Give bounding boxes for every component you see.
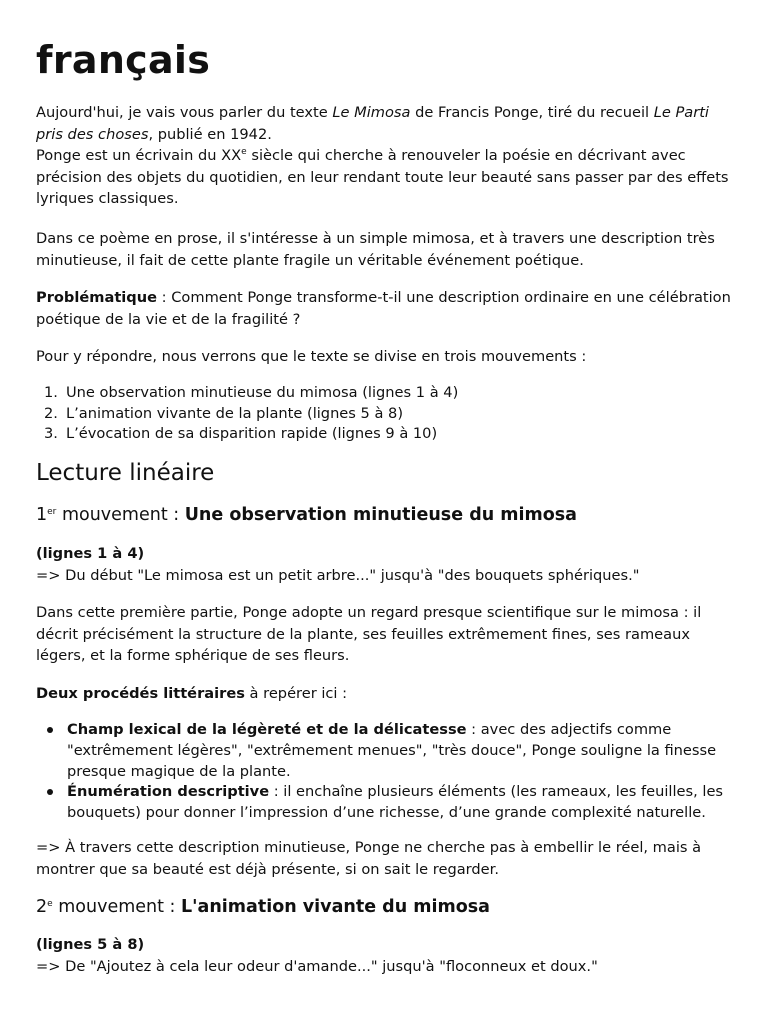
plan-item-3: L’évocation de sa disparition rapide (lignes 9 à 10): [66, 425, 438, 442]
author-text-a: Ponge est un écrivain du XX: [36, 147, 242, 164]
device-name: Champ lexical de la légèreté et de la délicatesse: [67, 721, 467, 738]
movement-2-heading: 2e mouvement : L'animation vivante du mimosa: [36, 897, 490, 917]
movement-1-heading: 1er mouvement : Une observation minutieuse du mimosa: [36, 505, 577, 525]
plan-item-1: Une observation minutieuse du mimosa (lignes 1 à 4): [66, 384, 459, 401]
plan-intro: Pour y répondre, nous verrons que le texte se divise en trois mouvements :: [36, 348, 587, 365]
movement-2-ref: [36, 934, 736, 977]
collection-title: Le Parti pris des choses: [36, 104, 709, 143]
work-title: Le Mimosa: [332, 104, 411, 121]
intro-text-a: Aujourd'hui, je vais vous parler du texte: [36, 104, 333, 121]
author-text-b: siècle qui cherche à renouveler la poésie en décrivant avec précision des objets du quotidien, en leur rendant toute leur beauté sans passer par des effets lyriques classiques.: [36, 147, 729, 207]
list-item: 1. Une observation minutieuse du mimosa (lignes 1 à 4): [44, 384, 459, 401]
devices-intro: Deux procédés littéraires à repérer ici :: [36, 685, 348, 702]
devices-label: Deux procédés littéraires: [36, 685, 245, 702]
list-item: 2. L’animation vivante de la plante (lignes 5 à 8): [44, 404, 404, 422]
movement-1-title: Une observation minutieuse du mimosa: [184, 505, 577, 525]
plan-item-2: L’animation vivante de la plante (lignes 5 à 8): [66, 404, 404, 422]
list-item: Énumération descriptive : il enchaîne plusieurs éléments (les rameaux, les feuilles, les bouquets) pour donner l’impression d’une richesse, d’une grande complexité naturelle.: [36, 782, 736, 824]
movement-2-quote: => De "Ajoutez à cela leur odeur d'amande..." jusqu'à "floconneux et doux.": [36, 957, 598, 975]
bullet-icon: [47, 727, 53, 733]
movement-1-conclusion: => À travers cette description minutieuse, Ponge ne cherche pas à embellir le réel, mais à montrer que sa beauté est déjà présente, si on sait le regarder.: [36, 839, 702, 878]
movement-1-analysis: Dans cette première partie, Ponge adopte un regard presque scientifique sur le mimosa : il décrit précisément la structure de la plante, ses feuilles extrêmement fines, ses rameaux légers, et la forme sphérique de ses fleurs.: [36, 604, 702, 664]
page-title: français: [36, 38, 211, 82]
bullet-icon: [47, 789, 53, 795]
movement-1-ref: [36, 543, 736, 586]
section-title: Lecture linéaire: [36, 460, 215, 486]
device-name: Énumération descriptive: [67, 783, 270, 801]
poem-paragraph: Dans ce poème en prose, il s'intéresse à un simple mimosa, et à travers une description très minutieuse, il fait de cette plante fragile un véritable événement poétique.: [36, 230, 715, 269]
intro-paragraph: [36, 102, 736, 210]
problematique-paragraph: [36, 287, 736, 330]
list-item: Champ lexical de la légèreté et de la délicatesse : avec des adjectifs comme "extrêmement légères", "extrêmement menues", "très douce", Ponge souligne la finesse presque magique de la plante.: [36, 720, 736, 782]
century-sup: e: [241, 147, 247, 157]
devices-list: [36, 720, 736, 824]
intro-text-c: , publié en 1942.: [148, 125, 272, 143]
problematique-label: Problématique: [36, 289, 158, 306]
list-item: 3. L’évocation de sa disparition rapide (lignes 9 à 10): [44, 425, 438, 442]
movement-1-quote: => Du début "Le mimosa est un petit arbre..." jusqu'à "des bouquets sphériques.": [36, 566, 640, 584]
problematique-text: : Comment Ponge transforme-t-il une description ordinaire en une célébration poétique de la vie et de la fragilité ?: [36, 289, 731, 328]
movement-2-lines: (lignes 5 à 8): [36, 936, 145, 953]
intro-text-b: de Francis Ponge, tiré du recueil: [410, 104, 654, 121]
movement-2-title: L'animation vivante du mimosa: [181, 897, 490, 917]
movement-1-lines: (lignes 1 à 4): [36, 545, 145, 562]
plan-list: [36, 383, 736, 445]
